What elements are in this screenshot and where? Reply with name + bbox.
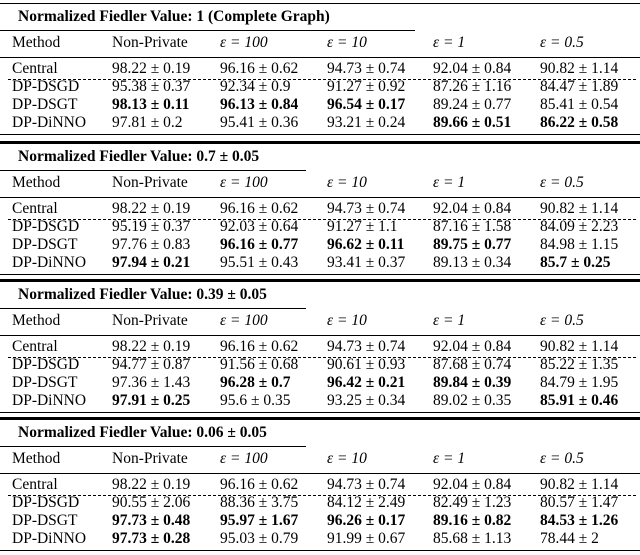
table-cell: 95.97 ± 1.67	[220, 512, 299, 529]
column-header: ε = 0.5	[540, 34, 584, 51]
table-cell: 91.27 ± 0.92	[327, 78, 406, 95]
column-header: Non-Private	[112, 312, 188, 329]
column-header: ε = 10	[327, 312, 367, 329]
method-name: DP-DSGD	[12, 356, 80, 373]
table-cell: 91.99 ± 0.67	[327, 530, 406, 547]
table-cell: 90.55 ± 2.06	[112, 494, 191, 511]
table-row	[0, 476, 640, 494]
table-cell: 90.82 ± 1.14	[540, 200, 619, 217]
method-header: Method	[12, 312, 61, 329]
method-name: Central	[12, 60, 58, 77]
header-rule	[0, 57, 640, 58]
table-row	[0, 254, 640, 272]
table-cell: 96.16 ± 0.62	[220, 338, 299, 355]
table-cell: 98.13 ± 0.11	[112, 96, 190, 113]
table-cell: 90.82 ± 1.14	[540, 60, 619, 77]
method-name: DP-DiNNO	[12, 392, 87, 409]
column-header: ε = 10	[327, 450, 367, 467]
table-row	[0, 530, 640, 548]
section-bottom-rule	[0, 550, 640, 551]
table-cell: 96.54 ± 0.17	[327, 96, 406, 113]
table-cell: 97.81 ± 0.2	[112, 114, 183, 131]
header-rule	[0, 335, 640, 336]
table-cell: 94.73 ± 0.74	[327, 200, 406, 217]
column-header: ε = 0.5	[540, 450, 584, 467]
column-header-row	[0, 446, 640, 472]
table-section	[0, 2, 640, 138]
column-header-row	[0, 170, 640, 196]
table-row	[0, 78, 640, 96]
table-cell: 89.24 ± 0.77	[433, 96, 512, 113]
central-row-divider	[8, 79, 636, 80]
table-cell: 85.41 ± 0.54	[540, 96, 619, 113]
column-header: ε = 0.5	[540, 174, 584, 191]
table-row	[0, 218, 640, 236]
table-cell: 96.16 ± 0.62	[220, 200, 299, 217]
table-cell: 90.61 ± 0.93	[327, 356, 406, 373]
column-header: ε = 1	[433, 450, 466, 467]
method-name: DP-DSGT	[12, 512, 78, 529]
table-cell: 92.04 ± 0.84	[433, 200, 512, 217]
table-cell: 90.82 ± 1.14	[540, 476, 619, 493]
method-name: DP-DiNNO	[12, 530, 87, 547]
table-cell: 85.7 ± 0.25	[540, 254, 611, 271]
table-cell: 80.57 ± 1.47	[540, 494, 619, 511]
table-cell: 97.76 ± 0.83	[112, 236, 191, 253]
method-name: Central	[12, 200, 58, 217]
table-cell: 94.73 ± 0.74	[327, 60, 406, 77]
column-header: ε = 100	[220, 34, 268, 51]
table-row	[0, 114, 640, 132]
table-cell: 94.73 ± 0.74	[327, 338, 406, 355]
central-row-divider	[8, 219, 636, 220]
table-cell: 84.79 ± 1.95	[540, 374, 619, 391]
table-cell: 96.16 ± 0.62	[220, 60, 299, 77]
table-cell: 97.94 ± 0.21	[112, 254, 191, 271]
section-title: Normalized Fiedler Value: 0.7 ± 0.05	[18, 148, 260, 165]
table-cell: 95.41 ± 0.36	[220, 114, 299, 131]
column-header: ε = 1	[433, 312, 466, 329]
table-cell: 89.66 ± 0.51	[433, 114, 512, 131]
table-cell: 84.53 ± 1.26	[540, 512, 619, 529]
table-cell: 94.73 ± 0.74	[327, 476, 406, 493]
section-bottom-rule	[0, 412, 640, 413]
method-name: DP-DSGT	[12, 374, 78, 391]
table-row	[0, 392, 640, 410]
table-section	[0, 142, 640, 278]
method-name: DP-DSGD	[12, 218, 80, 235]
table-cell: 91.56 ± 0.68	[220, 356, 299, 373]
column-header: Non-Private	[112, 34, 188, 51]
column-header: ε = 1	[433, 174, 466, 191]
column-header-row	[0, 30, 640, 56]
table-cell: 94.77 ± 0.87	[112, 356, 191, 373]
table-cell: 93.41 ± 0.37	[327, 254, 406, 271]
table-row	[0, 374, 640, 392]
table-cell: 96.16 ± 0.77	[220, 236, 299, 253]
table-cell: 92.03 ± 0.64	[220, 218, 299, 235]
table-cell: 97.73 ± 0.28	[112, 530, 191, 547]
table-cell: 89.13 ± 0.34	[433, 254, 512, 271]
table-cell: 96.28 ± 0.7	[220, 374, 291, 391]
table-cell: 91.27 ± 1.1	[327, 218, 398, 235]
header-rule	[0, 473, 640, 474]
table-cell: 92.04 ± 0.84	[433, 476, 512, 493]
table-cell: 92.34 ± 0.9	[220, 78, 291, 95]
table-row	[0, 236, 640, 254]
table-row	[0, 494, 640, 512]
table-cell: 90.82 ± 1.14	[540, 338, 619, 355]
column-header: ε = 1	[433, 34, 466, 51]
table-cell: 92.04 ± 0.84	[433, 338, 512, 355]
table-cell: 97.36 ± 1.43	[112, 374, 191, 391]
column-header: ε = 10	[327, 34, 367, 51]
column-header: Non-Private	[112, 174, 188, 191]
central-row-divider	[8, 495, 636, 496]
table-cell: 89.16 ± 0.82	[433, 512, 512, 529]
table-cell: 95.03 ± 0.79	[220, 530, 299, 547]
table-cell: 87.16 ± 1.58	[433, 218, 512, 235]
table-row	[0, 356, 640, 374]
table-cell: 98.22 ± 0.19	[112, 476, 191, 493]
table-cell: 96.62 ± 0.11	[327, 236, 405, 253]
table-cell: 78.44 ± 2	[540, 530, 599, 547]
method-name: DP-DSGT	[12, 96, 78, 113]
header-rule	[0, 197, 640, 198]
table-cell: 84.47 ± 1.89	[540, 78, 619, 95]
table-cell: 86.22 ± 0.58	[540, 114, 619, 131]
table-cell: 96.42 ± 0.21	[327, 374, 406, 391]
section-bottom-rule	[0, 134, 640, 135]
table-cell: 82.49 ± 1.23	[433, 494, 512, 511]
section-bottom-rule	[0, 274, 640, 275]
table-cell: 85.22 ± 1.35	[540, 356, 619, 373]
section-title: Normalized Fiedler Value: 1 (Complete Graph)	[18, 8, 330, 25]
column-header: ε = 100	[220, 174, 268, 191]
table-cell: 89.02 ± 0.35	[433, 392, 512, 409]
column-header: Non-Private	[112, 450, 188, 467]
method-header: Method	[12, 34, 61, 51]
table-cell: 97.91 ± 0.25	[112, 392, 191, 409]
table-cell: 96.13 ± 0.84	[220, 96, 299, 113]
table-cell: 84.12 ± 2.49	[327, 494, 406, 511]
table-cell: 95.38 ± 0.37	[112, 78, 191, 95]
table-row	[0, 338, 640, 356]
table-cell: 87.26 ± 1.16	[433, 78, 512, 95]
table-cell: 84.09 ± 2.23	[540, 218, 619, 235]
table-cell: 89.75 ± 0.77	[433, 236, 512, 253]
table-cell: 98.22 ± 0.19	[112, 200, 191, 217]
table-cell: 88.36 ± 3.75	[220, 494, 299, 511]
section-title: Normalized Fiedler Value: 0.06 ± 0.05	[18, 424, 267, 441]
table-cell: 85.68 ± 1.13	[433, 530, 512, 547]
table-cell: 98.22 ± 0.19	[112, 338, 191, 355]
table-cell: 89.84 ± 0.39	[433, 374, 512, 391]
table-row	[0, 60, 640, 78]
table-row	[0, 200, 640, 218]
table-cell: 98.22 ± 0.19	[112, 60, 191, 77]
method-name: DP-DiNNO	[12, 114, 87, 131]
section-title: Normalized Fiedler Value: 0.39 ± 0.05	[18, 286, 267, 303]
column-header-row	[0, 308, 640, 334]
table-cell: 96.26 ± 0.17	[327, 512, 406, 529]
table-cell: 95.19 ± 0.37	[112, 218, 191, 235]
table-cell: 92.04 ± 0.84	[433, 60, 512, 77]
table-cell: 95.51 ± 0.43	[220, 254, 299, 271]
table-cell: 97.73 ± 0.48	[112, 512, 191, 529]
method-name: DP-DSGD	[12, 78, 80, 95]
column-header: ε = 0.5	[540, 312, 584, 329]
method-name: DP-DiNNO	[12, 254, 87, 271]
method-header: Method	[12, 174, 61, 191]
table-cell: 85.91 ± 0.46	[540, 392, 619, 409]
table-cell: 93.25 ± 0.34	[327, 392, 406, 409]
central-row-divider	[8, 357, 636, 358]
table-cell: 87.68 ± 0.74	[433, 356, 512, 373]
method-name: Central	[12, 476, 58, 493]
column-header: ε = 100	[220, 312, 268, 329]
method-name: Central	[12, 338, 58, 355]
table-section	[0, 418, 640, 554]
method-header: Method	[12, 450, 61, 467]
table-section	[0, 280, 640, 416]
table-cell: 84.98 ± 1.15	[540, 236, 619, 253]
method-name: DP-DSGD	[12, 494, 80, 511]
method-name: DP-DSGT	[12, 236, 78, 253]
table-row	[0, 512, 640, 530]
column-header: ε = 100	[220, 450, 268, 467]
table-cell: 96.16 ± 0.62	[220, 476, 299, 493]
table-row	[0, 96, 640, 114]
column-header: ε = 10	[327, 174, 367, 191]
table-cell: 95.6 ± 0.35	[220, 392, 291, 409]
table-cell: 93.21 ± 0.24	[327, 114, 406, 131]
